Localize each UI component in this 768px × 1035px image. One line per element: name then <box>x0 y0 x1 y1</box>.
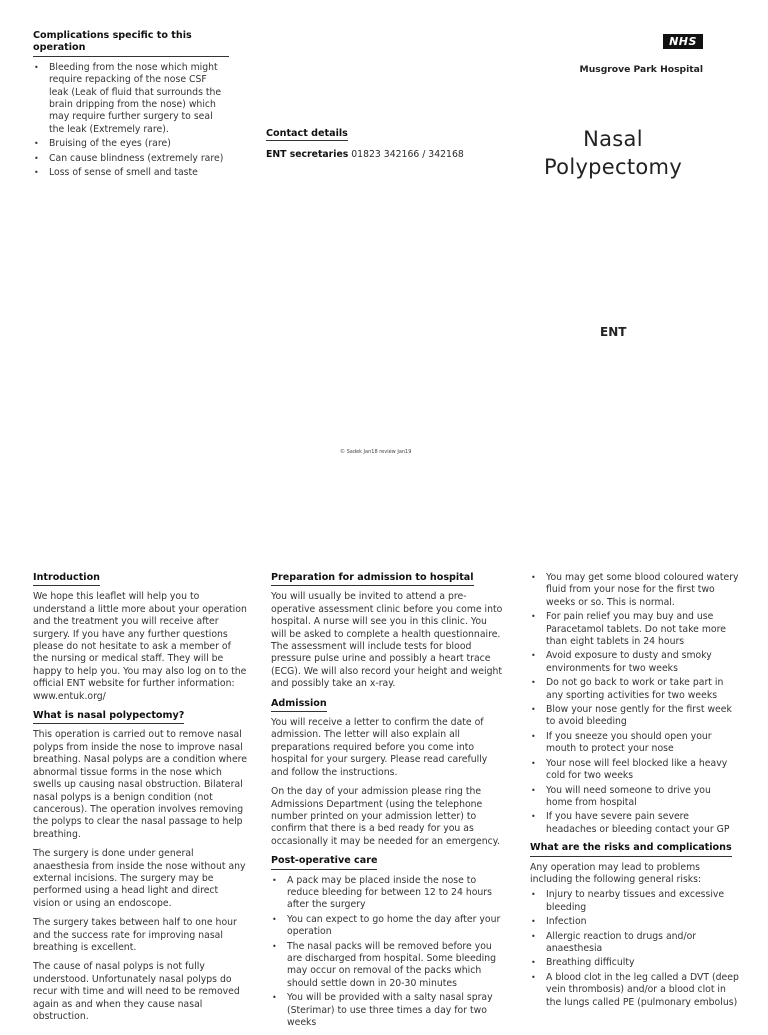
post-op-heading: Post-operative care <box>271 855 377 869</box>
title-line: Polypectomy <box>543 155 683 179</box>
list-item: • Bleeding from the nose which might require repacking of the nose CSF leak (Leak of fluid that surrounds the brain dripping from the nose) which may require further surgery to seal the leak (Extremely rare). <box>49 62 229 136</box>
column-3 <box>530 572 740 1015</box>
list-item: • Bruising of the eyes (rare) <box>49 138 229 150</box>
column-2 <box>271 572 504 1035</box>
list-item: • The nasal packs will be removed before you are discharged from hospital. Some bleeding may occur on removal of the packs which should settle down in 20-30 minutes <box>287 941 504 991</box>
paragraph: The surgery takes between half to one hour and the success rate for improving nasal breathing is excellent. <box>33 917 237 953</box>
risks-list <box>530 889 740 1009</box>
complications-list <box>33 62 229 180</box>
introduction-heading: Introduction <box>33 572 100 586</box>
list-item: • Do not go back to work or take part in any sporting activities for two weeks <box>546 677 740 702</box>
risks-heading: What are the risks and complications <box>530 842 732 856</box>
paragraph: This operation is carried out to remove nasal polyps from inside the nose to improve nasal breathing. Nasal polyps are a condition where abnormal tissue forms in the nose which swells up causing nasal obstruction. Bilateral nasal polyps is a benign condition (not cancerous). The operation involves removing the polyps to clear the nasal passage to help breathing. <box>33 729 248 840</box>
list-item: • If you have severe pain severe headaches or bleeding contact your GP <box>546 811 740 836</box>
list-item: • Your nose will feel blocked like a heavy cold for two weeks <box>546 758 740 783</box>
post-op-continued-list <box>530 572 740 836</box>
risks-intro: Any operation may lead to problems including the following general risks: <box>530 861 702 885</box>
nhs-logo: NHS <box>663 34 703 49</box>
list-item: • A pack may be placed inside the nose to reduce bleeding for between 12 to 24 hours after the surgery <box>287 875 504 912</box>
contact-label: ENT secretaries <box>266 149 349 160</box>
paragraph: On the day of your admission please ring the Admissions Department (using the telephone number printed on your admission letter) to confirm that there is a bed ready for you as occasionally it may be needed for an emergency. <box>271 786 500 847</box>
list-item: • A blood clot in the leg called a DVT (deep vein thrombosis) and/or a blood clot in the lungs called PE (pulmonary embolus) <box>546 972 740 1009</box>
list-item: • Avoid exposure to dusty and smoky environments for two weeks <box>546 650 740 675</box>
column-1 <box>33 572 247 1030</box>
list-item: • Blow your nose gently for the first week to avoid bleeding <box>546 704 740 729</box>
list-item: • You will be provided with a salty nasal spray (Sterimar) to use three times a day for two weeks <box>287 992 504 1029</box>
introduction-text: We hope this leaflet will help you to understand a little more about your operation and the treatment you will receive after surgery. If you have any further questions please do not hesitate to ask a member of the nursing or medical staff. They will be happy to help you. You may also log on to the official ENT website for further information: www.entuk.org/ <box>33 591 247 702</box>
list-item: • You can expect to go home the day after your operation <box>287 914 504 939</box>
post-op-list <box>271 875 504 1030</box>
paragraph: The cause of nasal polyps is not fully understood. Unfortunately nasal polyps do recur with time and will need to be removed again as and when they cause nasal obstruction. <box>33 961 240 1022</box>
paragraph: The surgery is done under general anaesthesia from inside the nose without any external incisions. The surgery may be performed using a head light and direct vision or using an endoscope. <box>33 848 246 909</box>
contact-section <box>266 128 464 160</box>
contact-numbers: 01823 342166 / 342168 <box>351 149 464 160</box>
department-label: ENT <box>600 325 627 339</box>
what-is-heading: What is nasal polypectomy? <box>33 710 184 724</box>
preparation-heading: Preparation for admission to hospital <box>271 572 474 586</box>
list-item: • Can cause blindness (extremely rare) <box>49 153 229 165</box>
list-item: • Allergic reaction to drugs and/or anaesthesia <box>546 931 740 956</box>
document-reference: © Sadek Jan18 review Jan19 <box>340 449 412 455</box>
list-item: • Injury to nearby tissues and excessive bleeding <box>546 889 740 914</box>
admission-heading: Admission <box>271 698 327 712</box>
preparation-text: You will usually be invited to attend a pre-operative assessment clinic before you come into hospital. A nurse will see you in this clinic. You will be asked to complete a health questionnaire. The assessment will include tests for blood pressure pulse urine and possibly a heart trace (ECG). We will also record your height and weight and possibly take an x-ray. <box>271 591 503 690</box>
list-item: • Loss of sense of smell and taste <box>49 167 229 179</box>
paragraph: You will receive a letter to confirm the date of admission. The letter will also explain all preparations required before you come into hospital for your surgery. Please read carefully and follow the instructions. <box>271 717 488 778</box>
list-item: • For pain relief you may buy and use Paracetamol tablets. Do not take more than eight tablets in 24 hours <box>546 611 740 648</box>
contact-heading: Contact details <box>266 128 348 139</box>
list-item: • Infection <box>546 916 740 928</box>
list-item: • You will need someone to drive you home from hospital <box>546 785 740 810</box>
leaflet-title <box>535 125 691 181</box>
title-line: Nasal <box>583 127 643 151</box>
list-item: • If you sneeze you should open your mouth to protect your nose <box>546 731 740 756</box>
complications-section <box>33 30 229 185</box>
list-item: • Breathing difficulty <box>546 957 740 969</box>
list-item: • You may get some blood coloured watery fluid from your nose for the first two weeks or so. This is normal. <box>546 572 740 609</box>
hospital-name: Musgrove Park Hospital <box>579 64 703 75</box>
complications-heading: Complications specific to this operation <box>33 30 229 57</box>
